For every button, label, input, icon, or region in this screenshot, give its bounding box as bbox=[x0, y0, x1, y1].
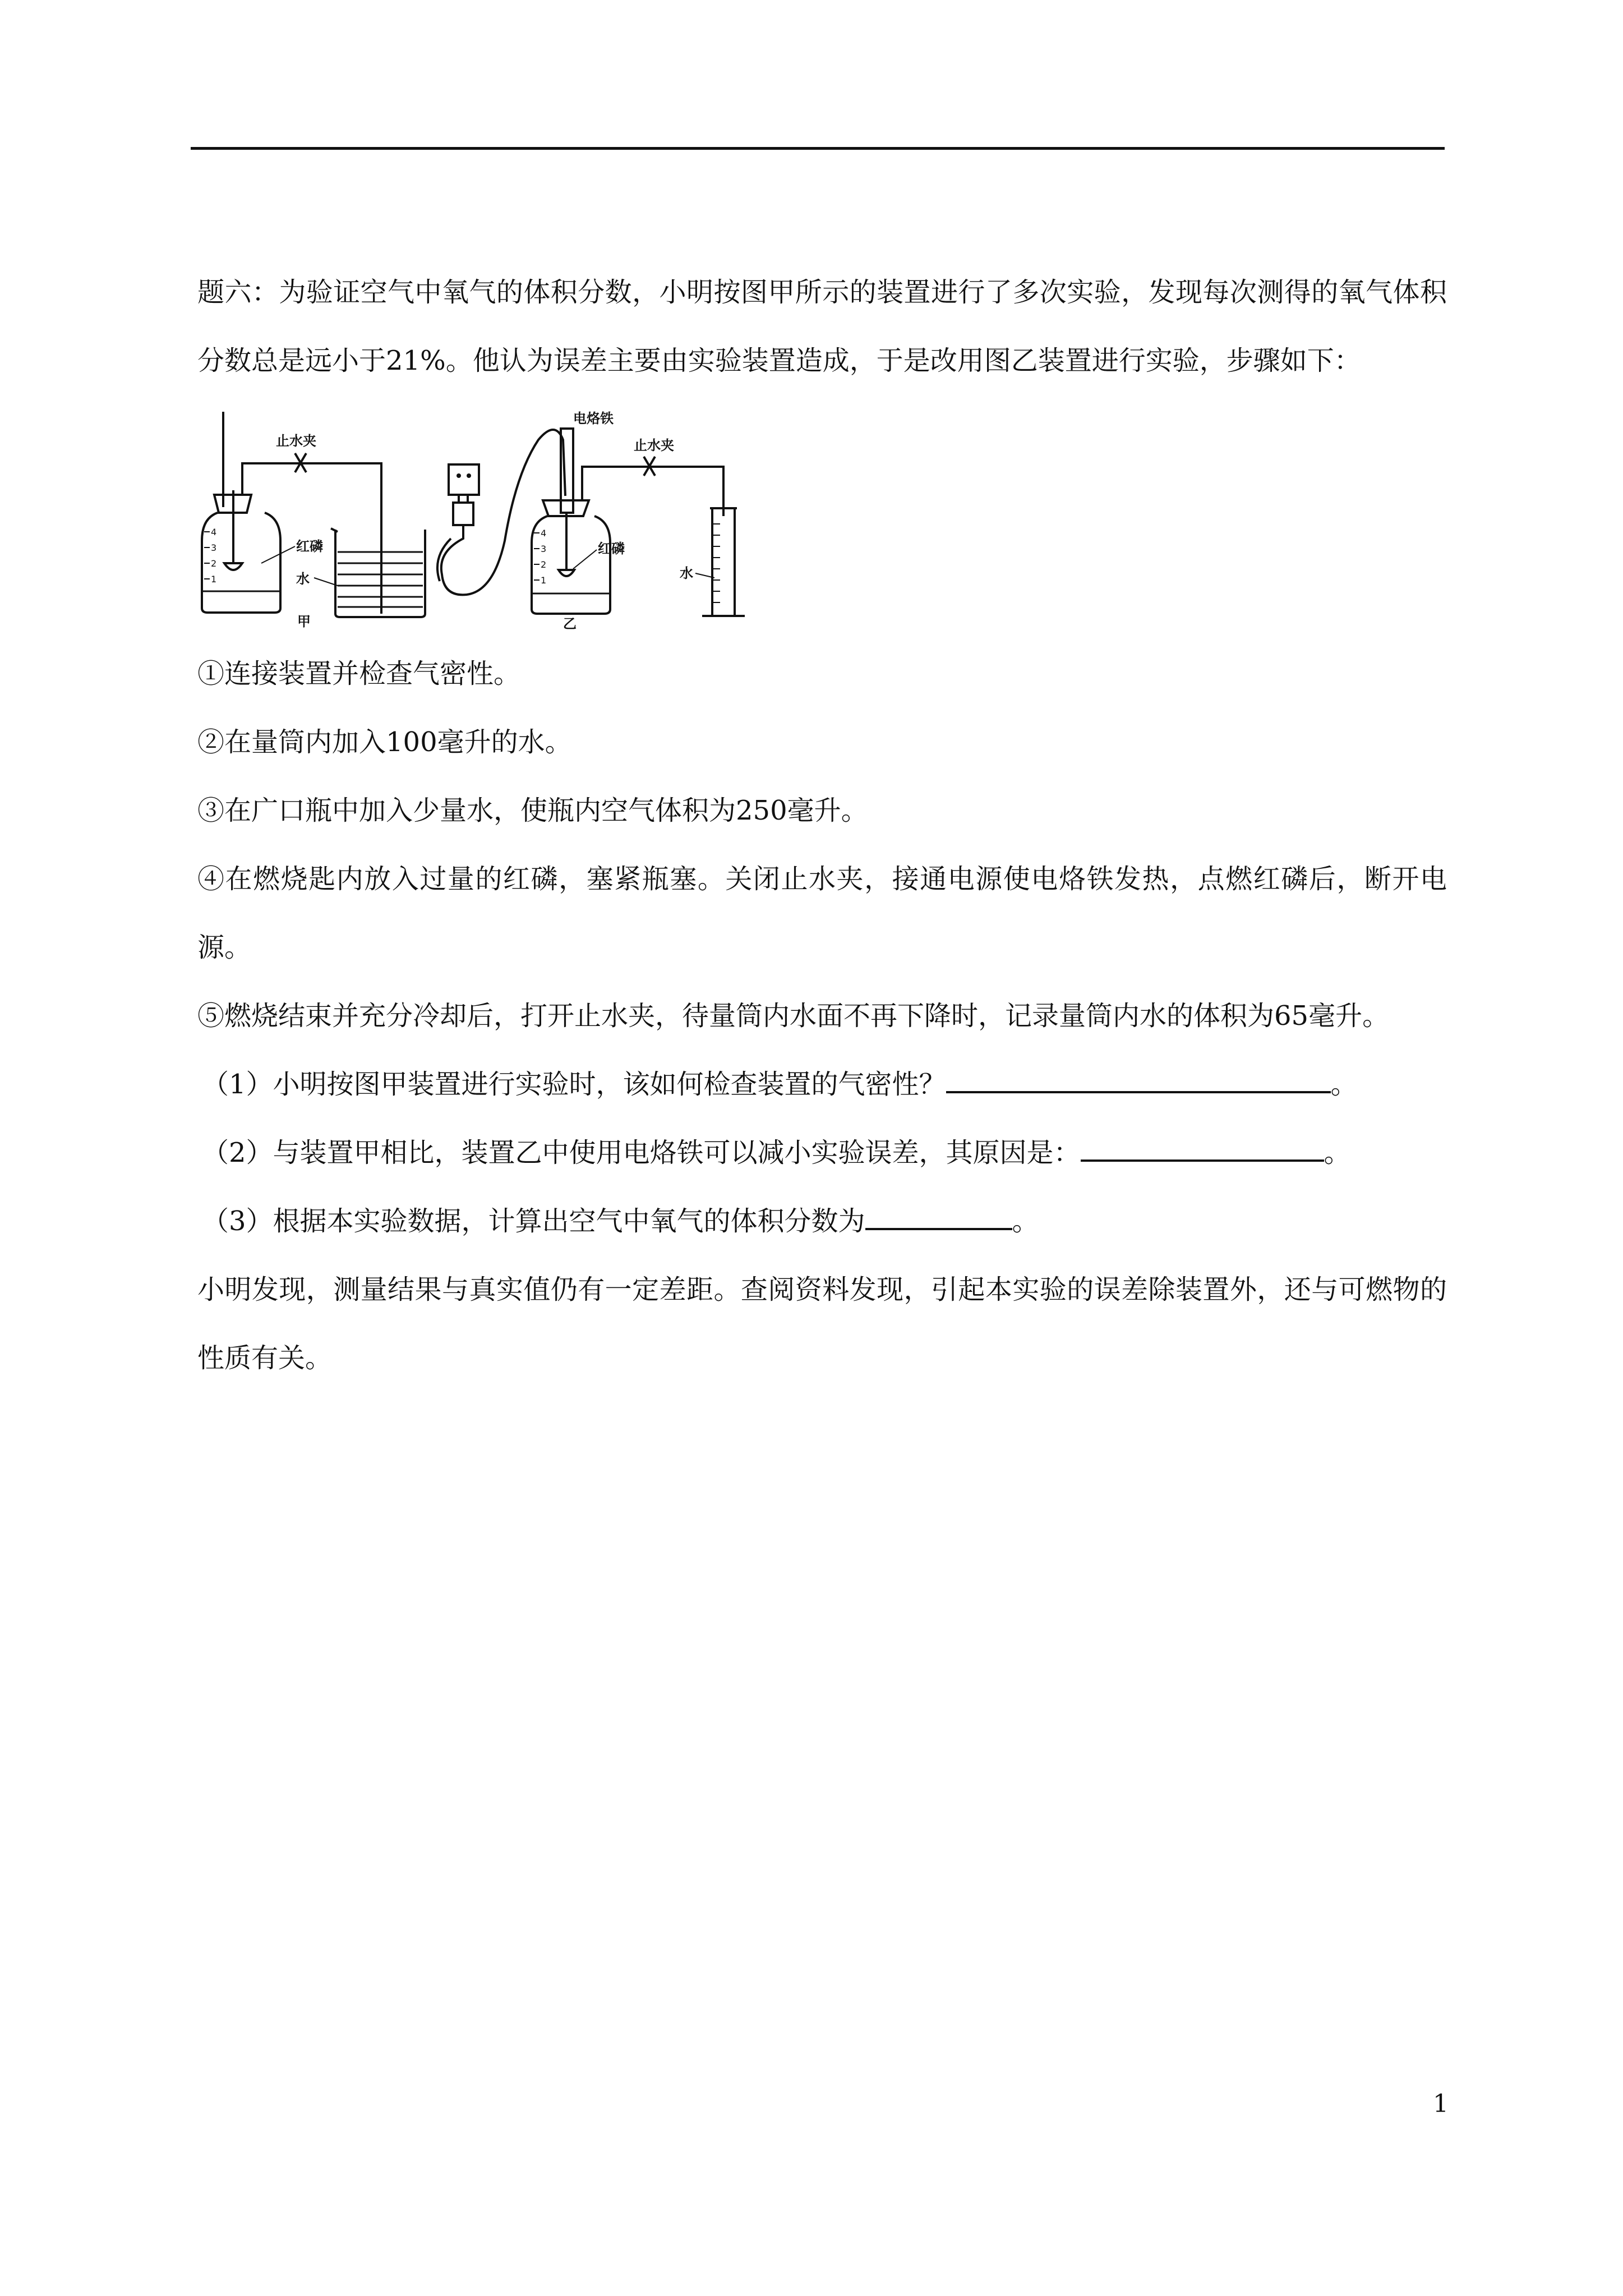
question-2-text: （2）与装置甲相比，装置乙中使用电烙铁可以减小实验误差，其原因是： bbox=[202, 1137, 1081, 1168]
spoon-a bbox=[224, 563, 242, 570]
page-number: 1 bbox=[1433, 2090, 1449, 2118]
tube-b bbox=[582, 467, 723, 516]
plug bbox=[453, 503, 473, 525]
question-1-end: 。 bbox=[1330, 1069, 1358, 1100]
tick-a-3: 3 bbox=[211, 542, 217, 553]
step-1: ①连接装置并检查气密性。 bbox=[197, 658, 521, 689]
tick-b-4: 4 bbox=[541, 528, 547, 539]
intro-paragraph: 题六：为验证空气中氧气的体积分数，小明按图甲所示的装置进行了多次实验，发现每次测得的氧气体积分数总是远小于21%。他认为误差主要由实验装置造成，于是改用图乙装置进行实验，步骤如下： bbox=[197, 277, 1447, 376]
label-phosphorus-a: 红磷 bbox=[296, 539, 323, 554]
step-5: ⑤燃烧结束并充分冷却后，打开止水夹，待量筒内水面不再下降时，记录量筒内水的体积为65毫升。 bbox=[197, 1000, 1390, 1032]
content bbox=[197, 258, 1447, 1392]
label-water-a: 水 bbox=[296, 571, 310, 587]
label-clamp-a: 止水夹 bbox=[276, 433, 316, 449]
apparatus-figure bbox=[191, 406, 751, 631]
question-2-end: 。 bbox=[1324, 1137, 1351, 1168]
tick-b-3: 3 bbox=[541, 544, 547, 554]
tick-a-2: 2 bbox=[211, 558, 217, 569]
tick-a-1: 1 bbox=[211, 574, 217, 585]
tick-b-2: 2 bbox=[541, 559, 547, 570]
caption-b: 乙 bbox=[563, 616, 577, 631]
power-outlet bbox=[449, 464, 479, 495]
step-2: ②在量筒内加入100毫升的水。 bbox=[197, 726, 572, 758]
apparatus-diagram bbox=[191, 406, 751, 631]
question-2 bbox=[197, 1119, 1447, 1187]
cylinder-graduations bbox=[713, 524, 720, 602]
answer-blank-2[interactable] bbox=[1081, 1130, 1324, 1162]
question-3 bbox=[197, 1187, 1447, 1255]
question-1 bbox=[197, 1050, 1447, 1119]
question-1-text: （1）小明按图甲装置进行实验时，该如何检查装置的气密性？ bbox=[202, 1069, 946, 1100]
answer-blank-3[interactable] bbox=[865, 1199, 1012, 1230]
conclusion-paragraph: 小明发现，测量结果与真实值仍有一定差距。查阅资料发现，引起本实验的误差除装置外，还与可燃物的性质有关。 bbox=[197, 1274, 1447, 1374]
label-water-b: 水 bbox=[680, 565, 693, 581]
label-clamp-b: 止水夹 bbox=[634, 438, 674, 453]
answer-blank-1[interactable] bbox=[946, 1062, 1331, 1093]
tick-b-1: 1 bbox=[541, 575, 547, 586]
label-phosphorus-b: 红磷 bbox=[598, 541, 625, 556]
step-3: ③在广口瓶中加入少量水，使瓶内空气体积为250毫升。 bbox=[197, 795, 868, 826]
label-soldering-iron: 电烙铁 bbox=[573, 411, 614, 426]
caption-a: 甲 bbox=[297, 614, 311, 629]
spoon-b bbox=[559, 570, 574, 576]
beaker-lip bbox=[331, 528, 338, 532]
header-rule bbox=[191, 147, 1445, 150]
tick-a-4: 4 bbox=[211, 527, 217, 537]
step-4: ④在燃烧匙内放入过量的红磷，塞紧瓶塞。关闭止水夹，接通电源使电烙铁发热，点燃红磷后，断开电源。 bbox=[197, 863, 1447, 963]
cord-coil bbox=[437, 539, 451, 581]
question-3-text: （3）根据本实验数据，计算出空气中氧气的体积分数为 bbox=[202, 1205, 865, 1237]
question-3-end: 。 bbox=[1012, 1205, 1039, 1237]
